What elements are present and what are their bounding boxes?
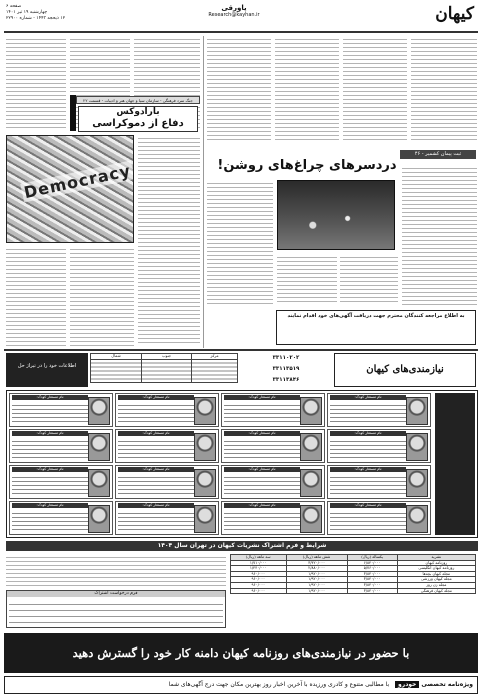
- child-label: نام مستعار کودک:: [12, 467, 88, 472]
- child-card: [9, 501, 113, 535]
- date-line: چهارشنبه ۱۹ تیر ۱۴۰۱: [6, 10, 48, 15]
- table-cell: ۹۶۰/۰۰۰: [231, 588, 287, 594]
- text-column: [207, 180, 273, 305]
- child-card: [9, 393, 113, 427]
- subscription-terms: [6, 554, 226, 588]
- region-header: شمال: [91, 354, 142, 360]
- table-cell: ۳/۴۲۰/۰۰۰: [286, 560, 347, 566]
- article-left-headline: [78, 106, 198, 132]
- child-grid: [6, 390, 478, 538]
- child-photo: [300, 469, 322, 497]
- article-right-headline: دردسرهای چراغ‌های روشن!: [217, 158, 397, 173]
- phone-number: ۳۳۱۱۰۲۰۲: [272, 355, 300, 361]
- child-card: [115, 429, 219, 463]
- child-label: نام مستعار کودک:: [12, 395, 88, 400]
- child-card: [221, 393, 325, 427]
- ads-regions-table: [90, 353, 238, 387]
- header-rule: [4, 31, 478, 33]
- subscription-title: شرایط و فرم اشتراک نشریات کیهان در تهران سال ۱۴۰۴: [6, 541, 478, 551]
- table-cell: ۵/۷۶۰/۰۰۰: [347, 566, 397, 572]
- child-label: نام مستعار کودک:: [118, 503, 194, 508]
- child-card: [221, 465, 325, 499]
- vertical-quote-box: [70, 95, 76, 131]
- section-title: پاورقی: [221, 4, 247, 12]
- child-card: [115, 501, 219, 535]
- child-photo: [194, 469, 216, 497]
- child-card: [9, 465, 113, 499]
- sub-desc: با مطالبی متنوع و کادری ورزیده با آخرین اخبار روز بهترین مکان جهت درج آگهی‌های شما: [168, 681, 390, 688]
- child-label: نام مستعار کودک:: [12, 431, 88, 436]
- child-card: [115, 465, 219, 499]
- child-photo: [300, 505, 322, 533]
- article-right-kicker: ثبت پیمان کشمیر - ۴۶: [400, 150, 476, 159]
- child-card: [221, 501, 325, 535]
- table-cell: ۶/۸۴۰/۰۰۰: [347, 560, 397, 566]
- sub-brand: خودرو: [395, 681, 419, 688]
- region-header: جنوب: [142, 354, 192, 360]
- table-cell: ۳/۸۴۰/۰۰۰: [347, 571, 397, 577]
- child-photo: [194, 433, 216, 461]
- logo: کیهان: [435, 4, 474, 24]
- table-cell: ۱/۹۲۰/۰۰۰: [286, 571, 347, 577]
- child-card: [9, 429, 113, 463]
- ads-phones: [242, 353, 330, 387]
- child-card: [327, 465, 431, 499]
- text-column: [411, 36, 477, 140]
- child-label: نام مستعار کودک:: [12, 503, 88, 508]
- text-column: [343, 36, 407, 140]
- column-divider: [203, 36, 204, 348]
- child-photo: [406, 505, 428, 533]
- form-title: فرم درخواست اشتراک: [7, 591, 225, 597]
- table-cell: ۱/۹۲۰/۰۰۰: [286, 582, 347, 588]
- child-photo: [406, 469, 428, 497]
- child-photo: [300, 433, 322, 461]
- table-cell: ۱/۹۲۰/۰۰۰: [286, 588, 347, 594]
- child-label: نام مستعار کودک:: [330, 431, 406, 436]
- table-cell: روزنامه کیهان انگلیسی: [397, 566, 475, 572]
- table-cell: ۹۶۰/۰۰۰: [231, 582, 287, 588]
- child-label: نام مستعار کودک:: [224, 431, 300, 436]
- footer-slogan: با حضور در نیازمندی‌های روزنامه کیهان دامنه کار خود را گسترش دهید: [4, 633, 478, 673]
- table-cell: مجله کیهان بچه‌ها: [397, 571, 475, 577]
- ads-logo-box: [334, 353, 476, 387]
- issue-line: ۱۲ ذیحجه ۱۴۴۳ - شماره ۲۲۹۰۰: [6, 16, 66, 21]
- table-cell: ۹۶۰/۰۰۰: [231, 577, 287, 583]
- notice-box: به اطلاع مراجعه کنندگان محترم جهت دریافت آگهی‌های خود اقدام نمایند: [276, 310, 476, 345]
- text-column: [6, 36, 66, 128]
- table-cell: ۱/۹۲۰/۰۰۰: [286, 577, 347, 583]
- child-photo: [300, 397, 322, 425]
- ads-title: نیازمندی‌های کیهان: [366, 364, 444, 375]
- text-column: [70, 246, 134, 346]
- masthead: [4, 2, 478, 30]
- democracy-collage-image: [6, 135, 134, 243]
- text-column: [402, 165, 477, 305]
- col-header: شش ماهه (ریال): [286, 555, 347, 561]
- table-cell: ۹۶۰/۰۰۰: [231, 571, 287, 577]
- phone-number: ۳۳۱۱۳۵۱۹: [272, 366, 300, 372]
- child-label: نام مستعار کودک:: [224, 503, 300, 508]
- subscription-form: [6, 590, 226, 628]
- child-label: نام مستعار کودک:: [330, 395, 406, 400]
- text-column: [275, 36, 339, 140]
- night-city-photo: [277, 180, 395, 250]
- table-cell: مجله کیهان فرهنگی: [397, 588, 475, 594]
- section-email: Research@kayhan.ir: [208, 12, 260, 18]
- col-header: یکساله (ریال): [347, 555, 397, 561]
- child-label: نام مستعار کودک:: [118, 431, 194, 436]
- child-photo: [88, 505, 110, 533]
- child-label: نام مستعار کودک:: [224, 395, 300, 400]
- child-card: [327, 429, 431, 463]
- table-cell: ۳/۸۴۰/۰۰۰: [347, 582, 397, 588]
- price-table: [230, 554, 476, 628]
- col-header: سه ماهه (ریال): [231, 555, 287, 561]
- child-card: [327, 501, 431, 535]
- child-photo: [406, 397, 428, 425]
- page-number: صفحه ۶: [6, 4, 22, 9]
- section-rule: [4, 349, 478, 351]
- footer-sub: [4, 676, 478, 694]
- table-cell: ۱/۴۴۰/۰۰۰: [231, 566, 287, 572]
- table-cell: ۳/۸۴۰/۰۰۰: [347, 588, 397, 594]
- child-photo: [88, 469, 110, 497]
- child-label: نام مستعار کودک:: [330, 467, 406, 472]
- table-cell: ۲/۸۸۰/۰۰۰: [286, 566, 347, 572]
- child-side-banner: [435, 393, 475, 535]
- kicker: بارادوکس: [116, 107, 160, 117]
- child-photo: [88, 433, 110, 461]
- child-label: نام مستعار کودک:: [118, 395, 194, 400]
- table-cell: ۱/۷۱۰/۰۰۰: [231, 560, 287, 566]
- collage-caption: Democracy: [22, 160, 133, 203]
- child-label: نام مستعار کودک:: [330, 503, 406, 508]
- child-label: نام مستعار کودک:: [224, 467, 300, 472]
- child-card: [327, 393, 431, 427]
- article-banner: جنگ سرد فرهنگی - سازمان سیا و جهان هنر و ادبیات - قسمت ۲۲: [76, 96, 200, 104]
- table-cell: روزنامه کیهان: [397, 560, 475, 566]
- child-photo: [194, 397, 216, 425]
- ads-tagline-left: اطلاعات خود را در تیراژ حل: [17, 363, 77, 369]
- region-header: مرکز: [192, 354, 238, 360]
- text-column: [138, 135, 200, 346]
- child-card: [115, 393, 219, 427]
- table-cell: مجله زن روز: [397, 582, 475, 588]
- child-label: نام مستعار کودک:: [118, 467, 194, 472]
- text-column: [277, 254, 337, 305]
- table-cell: ۳/۸۴۰/۰۰۰: [347, 577, 397, 583]
- text-column: [340, 254, 398, 305]
- child-photo: [406, 433, 428, 461]
- child-photo: [88, 397, 110, 425]
- phone-number: ۳۳۱۱۳۸۴۶: [272, 377, 300, 383]
- text-column: [207, 36, 271, 140]
- ads-header-left: [6, 353, 88, 387]
- headline: دفاع از دموکراسی: [92, 118, 184, 129]
- child-photo: [194, 505, 216, 533]
- sub-label: ویژه‌نامه تخصصی: [421, 681, 473, 688]
- child-card: [221, 429, 325, 463]
- table-cell: مجله کیهان ورزشی: [397, 577, 475, 583]
- text-column: [6, 246, 66, 346]
- col-header: نشریه: [397, 555, 475, 561]
